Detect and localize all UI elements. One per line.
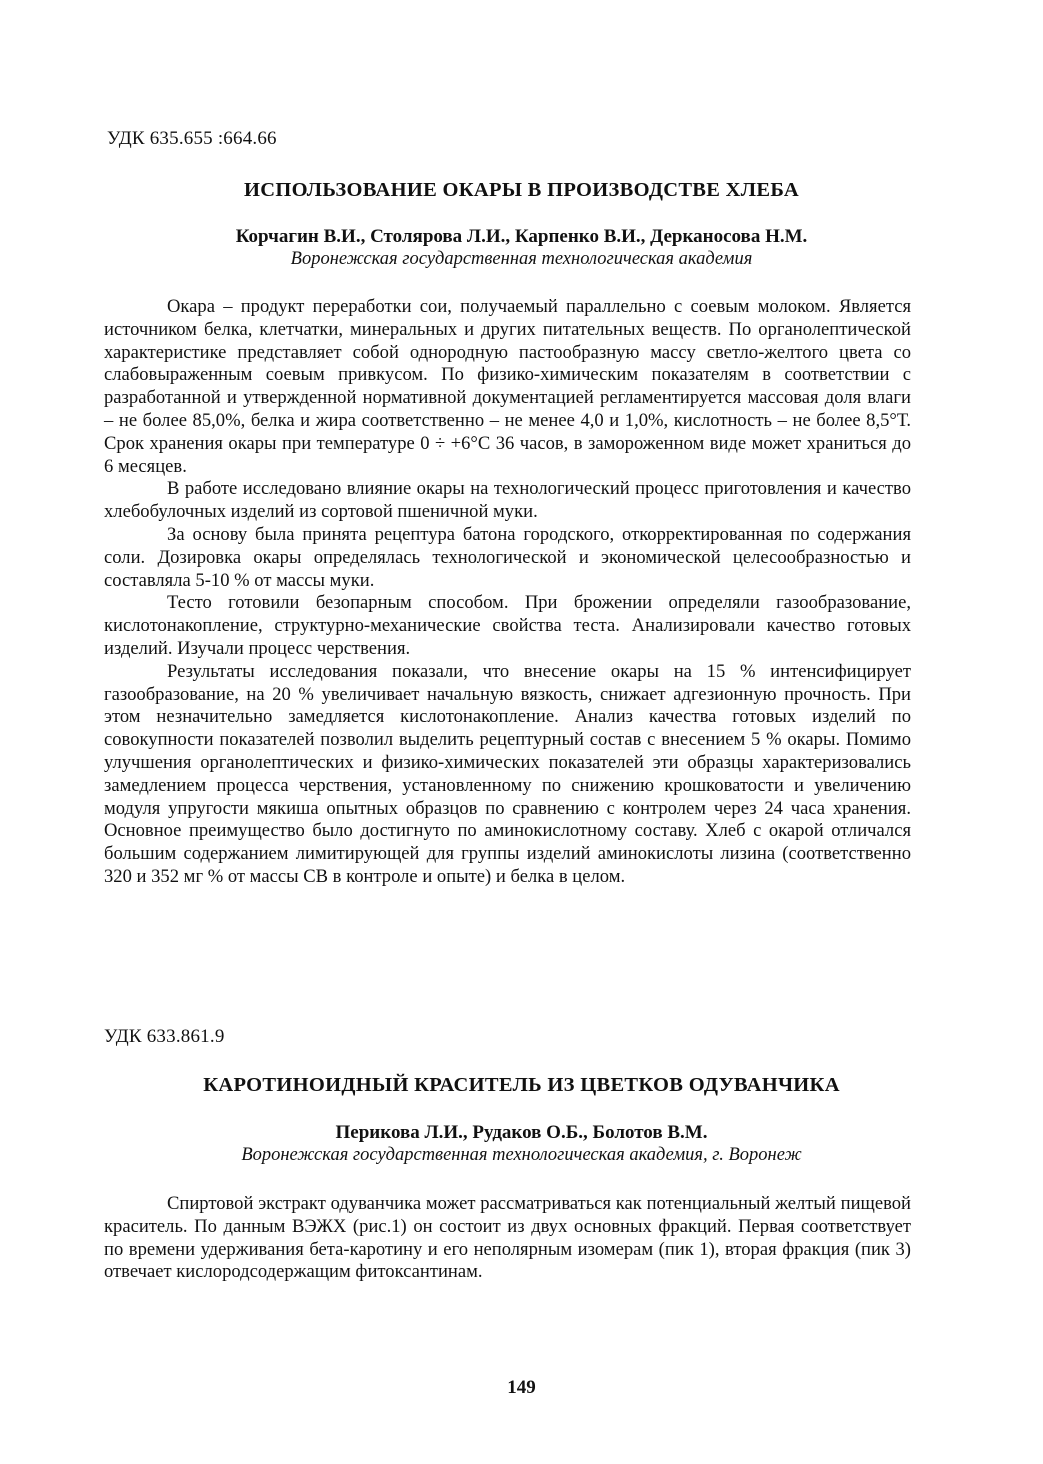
paragraph: Окара – продукт переработки сои, получаемый параллельно с соевым молоком. Является источником белка, клетчатки, минеральных и других питательных веществ. По органолептической характеристике представляет собой однородную пастообразную массу светло-желтого цвета со слабовыраженным соевым привкусом. По физико-химическим показателям в соответствии с разработанной и утвержденной нормативной документацией регламентируется массовая доля влаги – не более 85,0%, белка и жира соответственно – не менее 4,0 и 1,0%, кислотность – не более 8,5°Т. Срок хранения окары при температуре 0 ÷ +6°С 36 часов, в замороженном виде может храниться до 6 месяцев. [104, 296, 911, 477]
article-title-1: ИСПОЛЬЗОВАНИЕ ОКАРЫ В ПРОИЗВОДСТВЕ ХЛЕБА [243, 179, 800, 201]
udc-code-1: УДК 635.655 :664.66 [107, 128, 277, 149]
article-title-2: КАРОТИНОИДНЫЙ КРАСИТЕЛЬ ИЗ ЦВЕТКОВ ОДУВАНЧИКА [203, 1074, 840, 1096]
udc-code-2: УДК 633.861.9 [104, 1026, 225, 1047]
article-affiliation-2: Воронежская государственная технологическая академия, г. Воронеж [241, 1145, 802, 1165]
article-body-2 [104, 1193, 911, 1284]
article-affiliation-1: Воронежская государственная технологическая академия [290, 249, 753, 269]
article-body-1 [104, 296, 911, 889]
paragraph: Спиртовой экстракт одуванчика может рассматриваться как потенциальный желтый пищевой краситель. По данным ВЭЖХ (рис.1) он состоит из двух основных фракций. Первая соответствует по времени удерживания бета-каротину и его неполярным изомерам (пик 1), вторая фракция (пик 3) отвечает кислородсодержащим фитоксантинам. [104, 1193, 911, 1283]
paragraph: За основу была принята рецептура батона городского, откорректированная по содержания соли. Дозировка окары определялась технологической и экономической целесообразностью и составляла 5-10 % от массы муки. [104, 523, 911, 591]
paragraph: Тесто готовили безопарным способом. При брожении определяли газообразование, кислотонакопление, структурно-механические свойства теста. Анализировали качество готовых изделий. Изучали процесс черствения. [104, 592, 911, 659]
page-number: 149 [507, 1377, 536, 1398]
article-authors-1: Корчагин В.И., Столярова Л.И., Карпенко В.И., Дерканосова Н.М. [235, 226, 808, 247]
paragraph: В работе исследовано влияние окары на технологический процесс приготовления и качество хлебобулочных изделий из сортовой пшеничной муки. [104, 478, 911, 523]
article-authors-2: Перикова Л.И., Рудаков О.Б., Болотов В.М. [335, 1122, 708, 1143]
paragraph: Результаты исследования показали, что внесение окары на 15 % интенсифицирует газообразование, на 20 % увеличивает начальную вязкость, снижает адгезионную прочность. При этом незначительно замедляется кислотонакопление. Анализ качества готовых изделий по совокупности показателей позволил выделить рецептурный состав с внесением 5 % окары. Помимо улучшения органолептических и физико-химических показателей эти образцы характеризовались замедлением процесса черствения, установленному по снижению крошковатости и увеличению модуля упругости мякиша опытных образцов по сравнению с контролем через 24 часа хранения. Основное преимущество было достигнуто по аминокислотному составу. Хлеб с окарой отличался большим содержанием лимитирующей для группы изделий аминокислоты лизина (соответственно 320 и 352 мг % от массы СВ в контроле и опыте) и белка в целом. [104, 660, 911, 887]
